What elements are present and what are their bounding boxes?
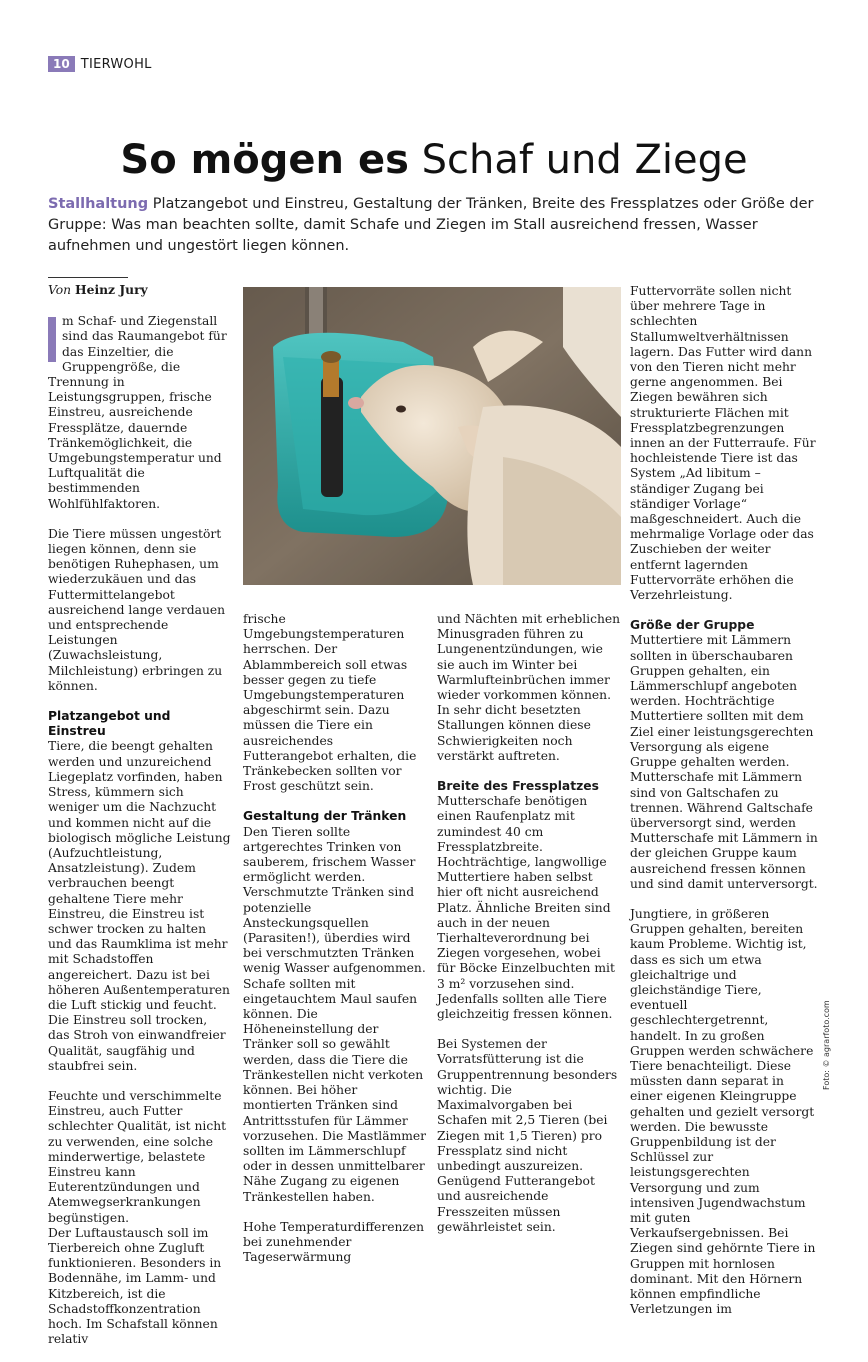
page-number: 10 xyxy=(48,56,75,72)
column-2 xyxy=(243,612,427,1280)
paragraph: Schafe sollten mit eingetauchtem Maul saufen können. Die Höheneinstellung der Tränker soll so gewählt werden, dass die Tiere die Tränkestellen nicht verkoten können. Bei höher montierten Tränken sind Antrittsstufen für Lämmer vorzusehen. Die Mastlämmer sollten im Lämmerschlupf oder in dessen unmittelbarer Nähe Zugang zu eigenen Tränkestellen haben. xyxy=(243,976,427,1204)
paragraph: frische Umgebungstemperaturen herrschen. Der Ablammbereich soll etwas besser gegen zu tiefe Umgebungstemperaturen abgeschirmt sein. Dazu müssen die Tiere ein ausreichendes Futterangebot erhalten, die Tränkebecken sollten vor Frost geschützt sein. xyxy=(243,612,417,794)
column-1 xyxy=(48,277,232,1362)
paragraph: Tiere, die beengt gehalten werden und unzureichend Liegeplatz vorfinden, haben Stress, kümmern sich weniger um die Nachzucht und kommen nicht auf die biologisch mögliche Leistung (Aufzuchtleistung, Ansatzleistung). Zudem verbrauchen beengt gehaltene Tiere mehr Einstreu, die Einstreu ist schwer trocken zu halten und das Raumklima ist mehr mit Schadstoffen angereichert. Dazu ist bei höheren Außentemperaturen die Luft stickig und feucht. Die Einstreu soll trocken, das Stroh von einwandfreier Qualität, saugfähig und staubfrei sein. xyxy=(48,739,231,1073)
paragraph: Der Luftaustausch soll im Tierbereich ohne Zugluft funktionieren. Besonders in Bodennähe, im Lamm- und Kitzbereich, ist die Schadstoffkonzentration hoch. Im Schafstall können relativ xyxy=(48,1225,222,1347)
paragraph: Größe der Gruppe Muttertiere mit Lämmern sollten in überschaubaren Gruppen gehalten, ein Lämmerschlupf angeboten werden. Hochträchtige Muttertiere sollten mit dem Ziel einer leistungsgerechten Versorgung als eigene Gruppe gehalten werden. Mutterschafe mit Lämmern sind von Galtschafen zu trennen. Während Galtschafe überversorgt sind, werden Mutterschafe mit Lämmern in der gleichen Gruppe kaum ausreichend fressen können und sind damit unterversorgt. xyxy=(630,618,818,891)
subheading-traenken: Gestaltung der Tränken xyxy=(243,809,407,824)
lead-text: Platzangebot und Einstreu, Gestaltung der Tränken, Breite des Fressplatzes oder Größe der Gruppe: Was man beachten sollte, damit Schafe und Ziegen im Stall ausreichend fressen, Wasser aufnehmen und ungestört liegen können. xyxy=(48,196,814,254)
subheading-platzangebot: Platzangebot und Einstreu xyxy=(48,709,171,739)
paragraph: Die Tiere müssen ungestört liegen können, denn sie benötigen Ruhephasen, um wiederzukäuen und das Futtermittelangebot ausreichend lange verdauen und entsprechende Leistungen (Zuwachsleistung, Milchleistung) erbringen zu können. xyxy=(48,526,226,693)
column-3 xyxy=(437,612,621,1250)
dropcap xyxy=(48,317,56,362)
lamb-drinking-photo xyxy=(243,287,621,585)
byline xyxy=(48,282,232,298)
section-label: TIERWOHL xyxy=(80,56,152,72)
paragraph: Bei Systemen der Vorratsfütterung ist die Gruppentrennung besonders wichtig. Die Maximalvorgaben bei Schafen mit 2,5 Tieren (bei Ziegen mit 1,5 Tieren) pro Fressplatz sind nicht unbedingt auszureizen. Genügend Futterangebot und ausreichende Fresszeiten müssen gewährleistet sein. xyxy=(437,1037,618,1234)
page-header xyxy=(48,56,152,72)
lamb-photo-illustration xyxy=(243,287,621,585)
paragraph: Feuchte und verschimmelte Einstreu, auch Futter schlechter Qualität, ist nicht zu verwenden, eine solche minderwertige, belastete Einstreu kann Euterentzündungen und Atemwegserkrankungen begünstigen. xyxy=(48,1088,227,1225)
photo-credit: Foto: © agrarfoto.com xyxy=(822,1000,831,1090)
article-title xyxy=(0,136,868,184)
title-regular: Schaf und Ziege xyxy=(408,137,748,183)
subheading-gruppe: Größe der Gruppe xyxy=(630,618,755,633)
article-lead xyxy=(48,194,823,257)
paragraph: Hohe Temperaturdifferenzen bei zunehmender Tageserwärmung xyxy=(243,1219,425,1265)
byline-prefix: Von xyxy=(48,283,72,297)
column-4 xyxy=(630,284,818,1332)
subheading-breite: Breite des Fressplatzes xyxy=(437,779,599,794)
lead-keyword: Stallhaltung xyxy=(48,196,149,212)
paragraph: Futtervorräte sollen nicht über mehrere Tage in schlechten Stallumweltverhältnissen lagern. Das Futter wird dann von den Tieren nicht mehr gerne angenommen. Bei Ziegen bewähren sich strukturierte Flächen mit Fressplatzbegrenzungen innen an der Futterraufe. Für hochleistende Tiere ist das System „Ad libitum – ständiger Zugang bei ständiger Vorlage“ maßgeschneidert. Auch die mehrmalige Vorlage oder das Zuschieben der weiter entfernt lagernden Futtervorräte erhöhen die Verzehrleistung. xyxy=(630,284,816,603)
intro-paragraph: m Schaf- und Ziegenstall sind das Raumangebot für das Einzeltier, die Gruppengröße, die Trennung in Leistungsgruppen, frische Einstreu, ausreichende Fressplätze, dauernde Tränkemöglichkeit, die Umgebungstemperatur und Luftqualität die bestimmenden Wohlfühlfaktoren. xyxy=(48,314,227,511)
paragraph: Den Tieren sollte artgerechtes Trinken von sauberem, frischem Wasser ermöglicht werden. Verschmutzte Tränken sind potenzielle Ansteckungsquellen (Parasiten!), überdies wird bei verschmutzten Tränken wenig Wasser aufgenommen. xyxy=(243,824,426,976)
byline-rule xyxy=(48,277,128,278)
paragraph: und Nächten mit erheblichen Minusgraden führen zu Lungenentzündungen, wie sie auch im Winter bei Warmlufteinbrüchen immer wieder vorkommen können. In sehr dicht besetzten Stallungen können diese Schwierigkeiten noch verstärkt auftreten. xyxy=(437,612,621,763)
paragraph: Jungtiere, in größeren Gruppen gehalten, bereiten kaum Probleme. Wichtig ist, dass es sich um etwa gleichaltrige und gleichständige Tiere, eventuell geschlechtergetrennt, handelt. In zu großen Gruppen werden schwächere Tiere benachteiligt. Diese müssten dann separat in einer eigenen Kleingruppe gehalten und gezielt versorgt werden. Die bewusste Gruppenbildung ist der Schlüssel zur leistungsgerechten Versorgung und zum intensiven Jugendwachstum mit guten Verkaufsergebnissen. Bei Ziegen sind gehörnte Tiere in Gruppen mit hornlosen dominant. Mit den Hörnern können empfindliche Verletzungen im xyxy=(630,906,816,1317)
paragraph: Breite des Fressplatzes Mutterschafe benötigen einen Raufenplatz mit zumindest 40 cm Fressplatzbreite. Hochträchtige, langwollige Muttertiere haben selbst hier oft nicht ausreichend Platz. Ähnliche Breiten sind auch in der neuen Tierhalteverordnung bei Ziegen vorgesehen, wobei für Böcke Einzelbuchten mit 3 m² vorzusehen sind. Jedenfalls sollten alle Tiere gleichzeitig fressen können. xyxy=(437,779,615,1022)
byline-author: Heinz Jury xyxy=(75,282,148,297)
title-bold: So mögen es xyxy=(120,137,409,183)
